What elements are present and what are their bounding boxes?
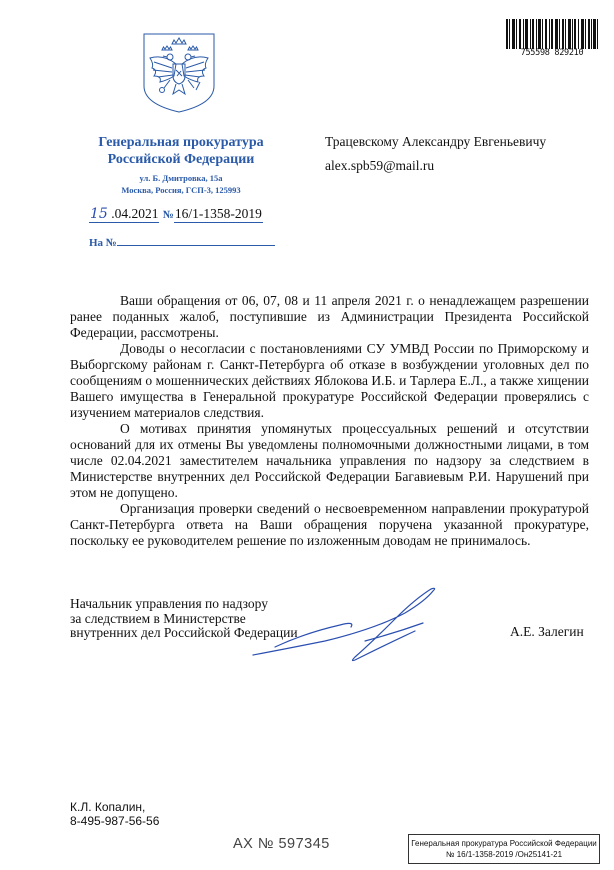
outgoing-date	[89, 206, 159, 223]
signer-name: А.Е. Залегин	[510, 624, 584, 639]
outgoing-number: 16/1-1358-2019	[174, 206, 262, 221]
executor-name: К.Л. Копалин,	[70, 800, 146, 814]
signer-title-line-1: Начальник управления по надзору	[70, 596, 268, 611]
executor-phone: 8-495-987-56-56	[70, 814, 160, 828]
signer-title-line-3: внутренних дел Российской Федерации	[70, 625, 298, 640]
address-line-1: ул. Б. Дмитровка, 15а	[139, 173, 223, 183]
body-paragraph: Ваши обращения от 06, 07, 08 и 11 апреля 2021 г. о ненадлежащем разрешении ранее поданных жалоб, поступившие из Администрации Президента Российской Федерации, рассмотрены.	[70, 293, 589, 340]
outgoing-date-number	[89, 206, 263, 223]
barcode-number: 755598 829210	[520, 48, 584, 58]
registration-stamp	[408, 834, 600, 864]
sender-address	[70, 172, 292, 196]
recipient-name: Трацевскому Александру Евгеньевичу	[325, 134, 547, 149]
handwritten-signature	[245, 583, 475, 673]
date-month-year: .04.2021	[111, 206, 159, 221]
reply-to-line	[89, 236, 275, 249]
date-day-handwritten: 15	[90, 206, 108, 222]
reply-label: На №	[89, 237, 117, 249]
body-paragraph: Организация проверки сведений о несвоевременном направлении прокуратурой Санкт-Петербурга ответа на Ваши обращения поручена указанной прокуратуре, поскольку ее руководителем решение по изложенным доводам не принималось.	[70, 501, 589, 548]
reply-blank	[117, 236, 275, 246]
org-name-line-1: Генеральная прокуратура	[98, 135, 264, 150]
executor-contact	[70, 800, 159, 828]
number-sign: №	[162, 209, 174, 221]
body-paragraph: О мотивах принятия упомянутых процессуальных решений и отсутствии оснований для их отмены Вы уведомлены полномочными должностными лицами, в том числе 02.04.2021 заместителем начальника управления по надзору за следствием в Министерстве внутренних дел Российской Федерации Багавиевым Р.И. Нарушений при этом не допущено.	[70, 421, 589, 500]
coat-of-arms-icon	[140, 30, 218, 114]
sender-organization-name	[70, 134, 292, 168]
address-line-2: Москва, Россия, ГСП-3, 125993	[121, 185, 241, 195]
letter-body	[70, 293, 589, 549]
stamp-line-1: Генеральная прокуратура Российской Федерации	[411, 839, 597, 848]
body-paragraph: Доводы о несогласии с постановлениями СУ УМВД России по Приморскому и Выборгскому районам г. Санкт-Петербурга об отказе в возбуждении уголовных дел по сообщениям о мошеннических действиях Яблокова И.Б. и Тарлера Е.Л., а также хищении Вашего имущества в Генеральной прокуратуре Российской Федерации проверялись с изучением материалов следствия.	[70, 341, 589, 420]
org-name-line-2: Российской Федерации	[107, 152, 255, 167]
recipient-email: alex.spb59@mail.ru	[325, 158, 435, 173]
stamp-line-2: № 16/1-1358-2019 /Он25141-21	[445, 850, 563, 859]
registration-number: АХ № 597345	[233, 836, 330, 852]
signer-title-line-2: за следствием в Министерстве	[70, 610, 246, 626]
